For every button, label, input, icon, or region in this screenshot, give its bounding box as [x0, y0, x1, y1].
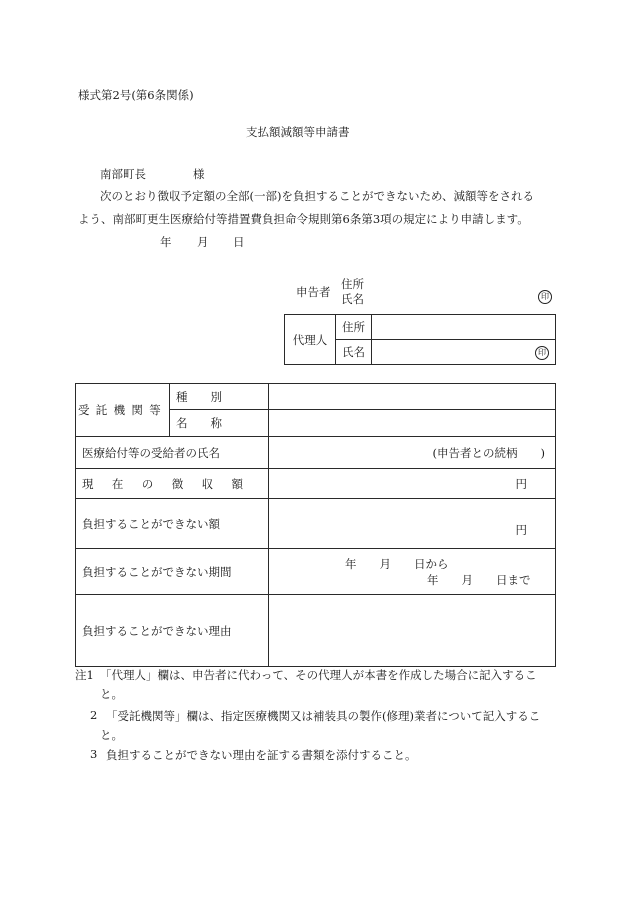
date-year: 年 — [160, 235, 172, 249]
yen-unit: 円 — [515, 476, 527, 491]
addressee: 南部町長 — [100, 167, 146, 181]
note-2-line-1: 「受託機関等」欄は、指定医療機関又は補装具の製作(修理)業者について記入するこ — [106, 709, 541, 723]
unable-period-label: 負担することができない期間 — [76, 549, 269, 595]
note-3-line-1: 負担することができない理由を証する書類を添付すること。 — [106, 748, 417, 762]
recipient-field[interactable] — [269, 437, 556, 469]
applicant-seal-mark: 印 — [538, 290, 552, 304]
period-to: 年 月 日まで — [427, 573, 531, 587]
date-day: 日 — [233, 235, 245, 249]
page-title: 支払額減額等申請書 — [246, 125, 350, 139]
unable-reason-field[interactable] — [269, 595, 556, 667]
note-1-number: 注1 — [75, 668, 94, 682]
body-text-line-2: よう、南部町更生医療給付等措置費負担命令規則第6条第3項の規定により申請します。 — [78, 212, 529, 226]
current-amount-label: 現在の徴収額 — [76, 469, 269, 499]
unable-amount-label: 負担することができない額 — [76, 499, 269, 549]
date-month: 月 — [197, 235, 209, 249]
period-from: 年 月 日から — [345, 557, 449, 571]
current-amount-field[interactable] — [269, 469, 556, 499]
name-field[interactable] — [269, 410, 556, 437]
applicant-label: 申告者 — [296, 285, 331, 299]
note-1-line-2: と。 — [100, 687, 123, 701]
note-3-number: 3 — [90, 747, 98, 761]
agent-address-field[interactable] — [372, 315, 556, 340]
type-field[interactable] — [269, 384, 556, 410]
agent-label: 代理人 — [285, 315, 336, 365]
note-2-number: 2 — [90, 708, 98, 722]
body-text-line-1: 次のとおり徴収予定額の全部(一部)を負担することができないため、減額等をされる — [100, 189, 535, 203]
note-2-line-2: と。 — [100, 728, 123, 742]
institution-label: 受託機関等 — [76, 384, 170, 437]
addressee-honorific: 様 — [193, 167, 205, 181]
unable-period-field[interactable] — [269, 549, 556, 595]
recipient-label: 医療給付等の受給者の氏名 — [76, 437, 269, 469]
name-label: 名 称 — [170, 410, 269, 437]
agent-table — [284, 314, 556, 365]
unable-amount-field[interactable] — [269, 499, 556, 549]
agent-address-label: 住所 — [336, 315, 372, 340]
type-label: 種 別 — [170, 384, 269, 410]
form-number: 様式第2号(第6条関係) — [78, 88, 194, 102]
yen-unit: 円 — [515, 523, 527, 537]
agent-name-field[interactable] — [372, 340, 556, 365]
agent-name-label: 氏名 — [336, 340, 372, 365]
unable-reason-label: 負担することができない理由 — [76, 595, 269, 667]
applicant-name-label: 氏名 — [341, 292, 364, 306]
applicant-address-label: 住所 — [341, 277, 364, 291]
relation-note: (申告者との続柄 ) — [432, 445, 545, 460]
main-table — [75, 383, 556, 667]
agent-seal-mark: 印 — [535, 346, 549, 360]
note-1-line-1: 「代理人」欄は、申告者に代わって、その代理人が本書を作成した場合に記入するこ — [100, 668, 537, 682]
